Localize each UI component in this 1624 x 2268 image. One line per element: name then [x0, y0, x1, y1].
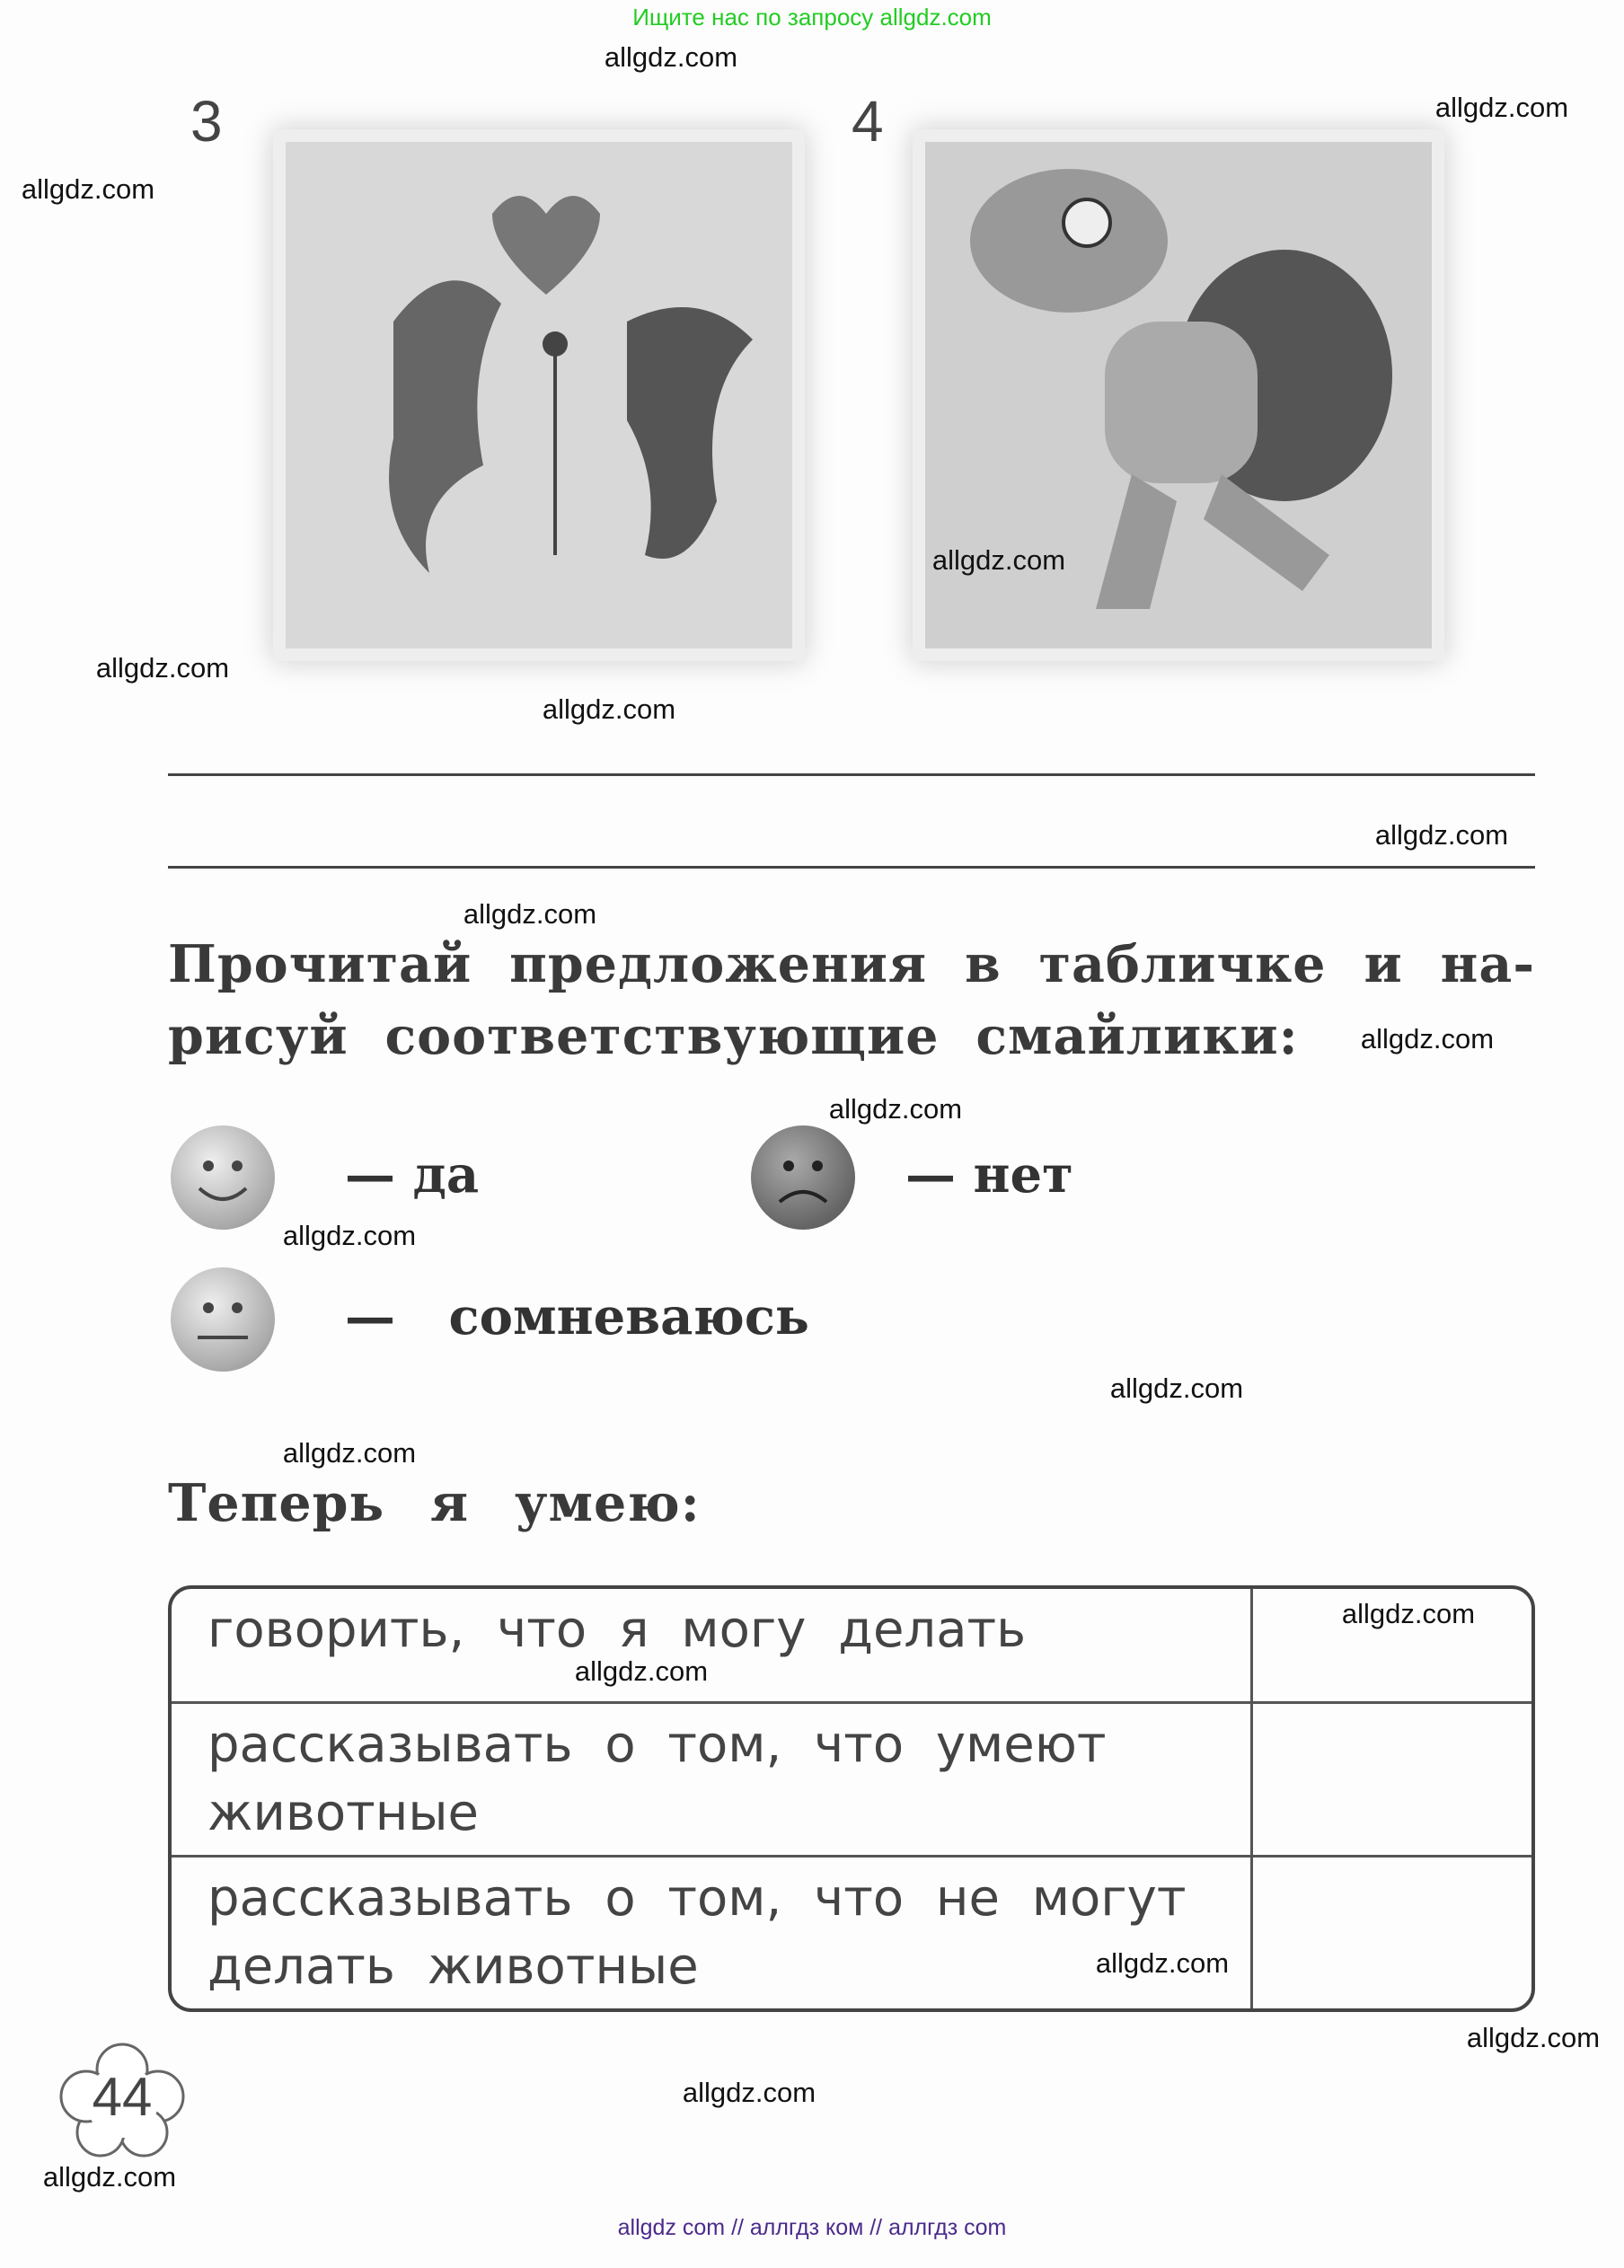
page-number-badge: [57, 2041, 187, 2158]
instruction-line-1: Прочитай предложения в табличке и на-: [168, 934, 1535, 994]
picture-number-3: 3: [190, 89, 223, 154]
subheading: Теперь я умею:: [168, 1473, 701, 1533]
watermark: allgdz.com: [1109, 1372, 1244, 1404]
legend-doubt: — сомневаюсь: [345, 1287, 809, 1346]
answer-line[interactable]: [168, 773, 1535, 776]
picture-running-turtle: [913, 129, 1444, 661]
skill-text: рассказывать о том, что умеют животные: [172, 1704, 1250, 1858]
answer-line[interactable]: [168, 866, 1535, 869]
watermark: allgdz.com: [1095, 1947, 1230, 1979]
watermark: allgdz.com: [931, 544, 1066, 576]
skills-table: [168, 1585, 1535, 2012]
watermark: allgdz.com: [574, 1655, 709, 1687]
skill-text: рассказывать о том, что не могут делать животные: [207, 1869, 1187, 1996]
footer-links[interactable]: allgdz com // аллгдз ком // аллгдз com: [617, 2215, 1007, 2240]
watermark: allgdz.com: [604, 41, 738, 73]
legend-no: — нет: [905, 1145, 1073, 1205]
watermark: allgdz.com: [282, 1220, 417, 1251]
watermark: allgdz.com: [828, 1093, 963, 1125]
picture-number-4: 4: [852, 89, 884, 154]
smiley-cell[interactable]: [1250, 1858, 1531, 2008]
picture-singing-fish: [273, 129, 805, 661]
watermark: allgdz.com: [1466, 2022, 1601, 2053]
table-row: [172, 1704, 1531, 1858]
watermark: allgdz.com: [1341, 1598, 1476, 1629]
legend-yes: — да: [345, 1145, 480, 1205]
watermark: allgdz.com: [542, 693, 676, 725]
table-row: [172, 1589, 1531, 1704]
search-banner: Ищите нас по запросу allgdz.com: [632, 4, 992, 31]
watermark: allgdz.com: [1360, 1023, 1495, 1055]
watermark: allgdz.com: [1434, 92, 1569, 123]
fish-illustration-icon: [286, 142, 792, 649]
watermark: allgdz.com: [95, 652, 230, 684]
watermark: allgdz.com: [463, 898, 597, 930]
smiley-cell[interactable]: [1250, 1704, 1531, 1858]
skill-text: говорить, что я могу делать: [172, 1589, 1250, 1704]
sad-smiley-icon: [751, 1125, 855, 1230]
instruction-line-2: рисуй соответствующие смайлики:: [168, 1006, 1299, 1066]
neutral-smiley-icon: [171, 1267, 275, 1372]
happy-smiley-icon: [171, 1125, 275, 1230]
watermark: allgdz.com: [682, 2077, 816, 2108]
page-number: 44: [92, 2067, 153, 2127]
watermark: allgdz.com: [42, 2161, 177, 2193]
watermark: allgdz.com: [1374, 819, 1509, 851]
watermark: allgdz.com: [21, 173, 155, 205]
table-row: [172, 1858, 1531, 2008]
watermark: allgdz.com: [282, 1437, 417, 1469]
